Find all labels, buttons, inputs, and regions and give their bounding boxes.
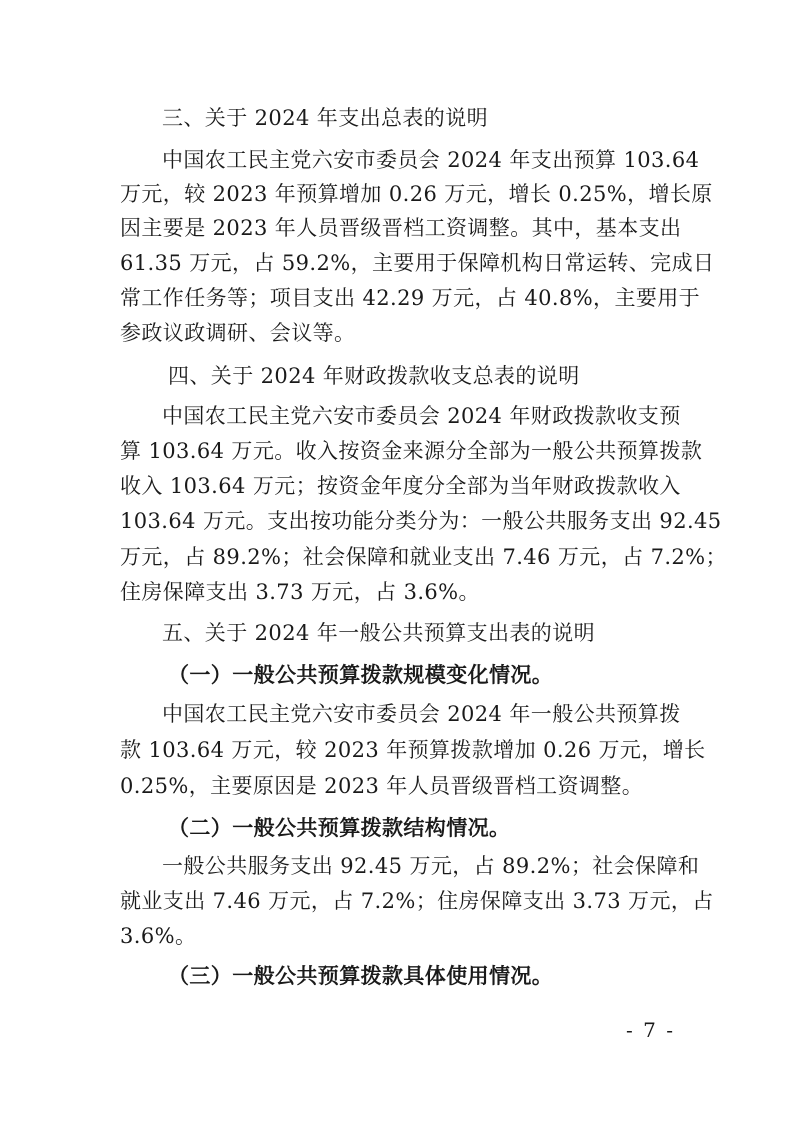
paragraph-line: 收入 103.64 万元；按资金年度分全部为当年财政拨款收入 [120, 474, 681, 498]
paragraph-line: 0.25%，主要原因是 2023 年人员晋级晋档工资调整。 [120, 774, 644, 798]
section-heading-4: 四、关于 2024 年财政拨款收支总表的说明 [168, 364, 580, 388]
paragraph-line: 一般公共服务支出 92.45 万元，占 89.2%；社会保障和 [162, 854, 700, 878]
paragraph-line: 因主要是 2023 年人员晋级晋档工资调整。其中，基本支出 [120, 216, 682, 240]
paragraph-line: 103.64 万元。支出按功能分类分为：一般公共服务支出 92.45 [120, 509, 722, 533]
paragraph-line: 万元，较 2023 年预算增加 0.26 万元，增长 0.25%，增长原 [120, 182, 713, 206]
paragraph-line: 中国农工民主党六安市委员会 2024 年一般公共预算拨 [162, 702, 681, 726]
section-heading-5: 五、关于 2024 年一般公共预算支出表的说明 [162, 621, 595, 645]
paragraph-line: 常工作任务等；项目支出 42.29 万元，占 40.8%，主要用于 [120, 286, 701, 310]
paragraph-line: 61.35 万元，占 59.2%，主要用于保障机构日常运转、完成日 [120, 251, 715, 275]
paragraph-line: 住房保障支出 3.73 万元，占 3.6%。 [120, 580, 480, 604]
paragraph-line: 算 103.64 万元。收入按资金来源分全部为一般公共预算拨款 [120, 439, 703, 463]
paragraph-line: 3.6%。 [120, 924, 197, 948]
subheading-2: （二）一般公共预算拨款结构情况。 [168, 815, 511, 840]
subheading-3: （三）一般公共预算拨款具体使用情况。 [168, 963, 554, 988]
subheading-1: （一）一般公共预算拨款规模变化情况。 [168, 662, 554, 687]
section-heading-3: 三、关于 2024 年支出总表的说明 [162, 106, 488, 130]
paragraph-line: 款 103.64 万元，较 2023 年预算拨款增加 0.26 万元，增长 [120, 738, 706, 762]
paragraph-line: 参政议政调研、会议等。 [120, 321, 356, 345]
paragraph-line: 中国农工民主党六安市委员会 2024 年财政拨款收支预 [162, 404, 681, 428]
paragraph-line: 中国农工民主党六安市委员会 2024 年支出预算 103.64 [162, 148, 700, 172]
page-number: - 7 - [626, 1018, 675, 1042]
paragraph-line: 就业支出 7.46 万元，占 7.2%；住房保障支出 3.73 万元，占 [120, 889, 714, 913]
paragraph-line: 万元，占 89.2%；社会保障和就业支出 7.46 万元，占 7.2%； [120, 545, 727, 569]
